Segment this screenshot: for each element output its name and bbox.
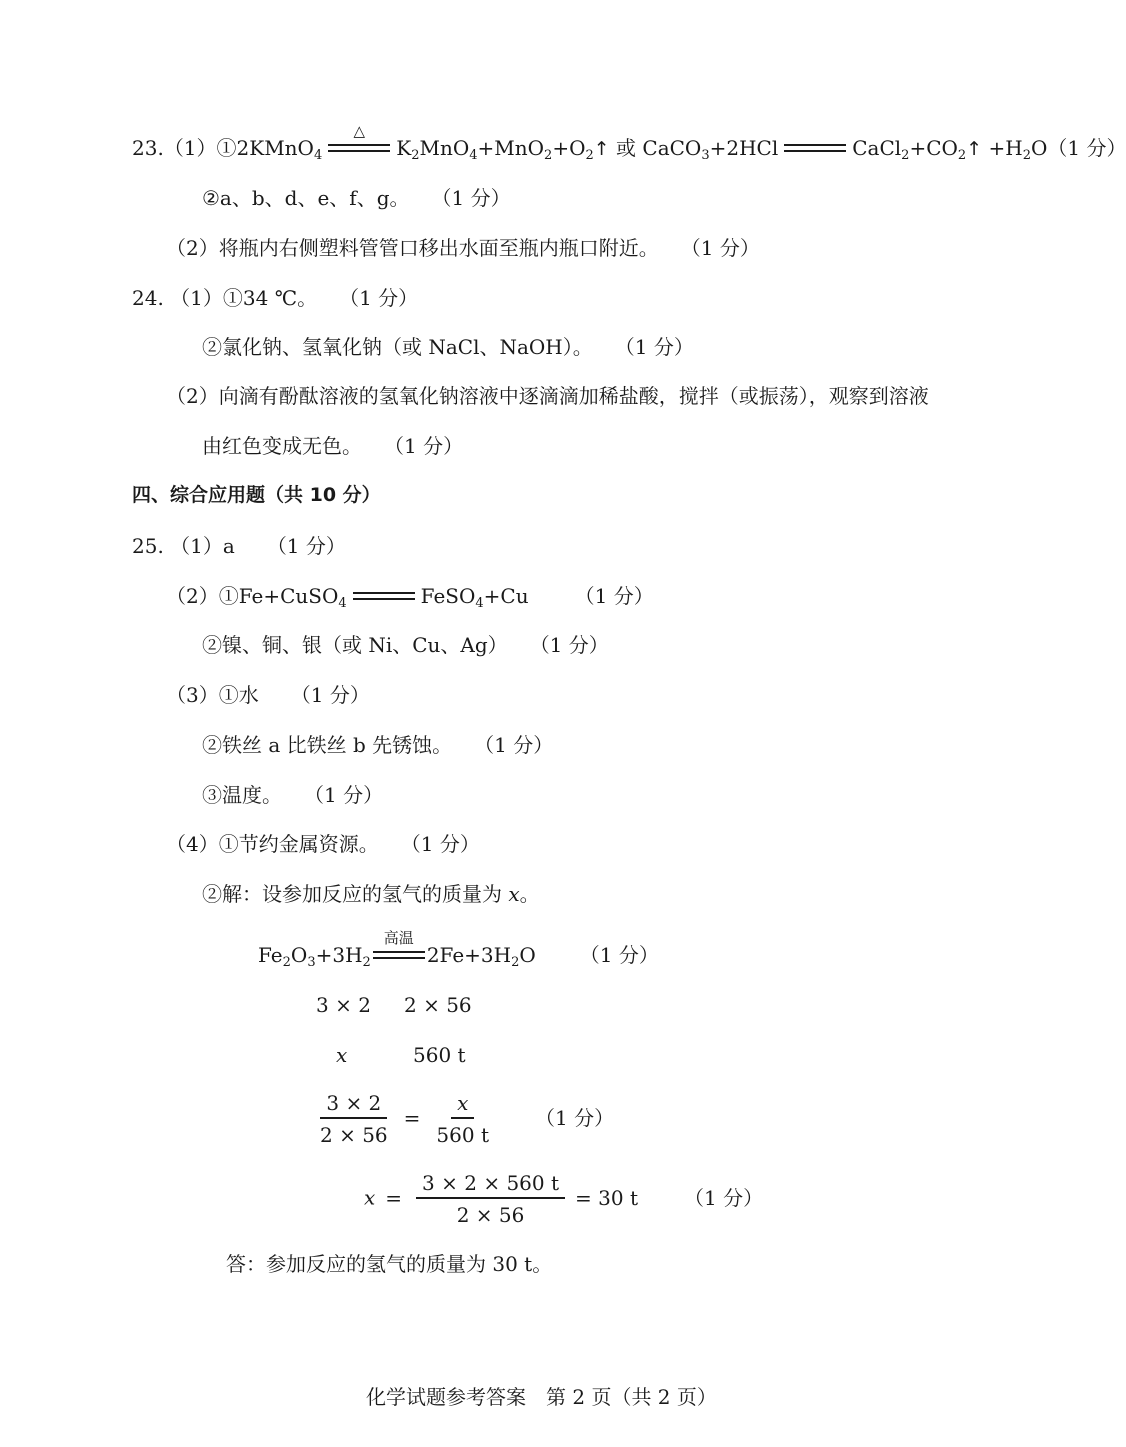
q24-line4: 由红色变成无色。 （1 分） [202, 434, 464, 458]
points: （1 分） [574, 584, 654, 608]
fraction-left: $\frac{3 \times 2}{2 \times 56}$ [320, 1091, 388, 1147]
q25-line3: ②镍、铜、银（或 Ni、Cu、Ag） （1 分） [202, 633, 609, 657]
q24-line3: （2）向滴有酚酞溶液的氢氧化钠溶液中逐滴滴加稀盐酸，搅拌（或振荡），观察到溶液 [166, 384, 929, 408]
points: （1 分） [624, 335, 694, 359]
q25-line6: ③温度。 （1 分） [202, 783, 384, 807]
q25-line2: （2）①Fe+CuSO$_4$ FeSO$_4$+Cu （1 分） [166, 584, 654, 611]
fraction-calc: $\frac{3 \times 2 \times 560 t}{2 \times 56}$ [416, 1173, 565, 1225]
points: （1 分） [349, 286, 419, 310]
q24-line2: ②氯化钠、氢氧化钠（或 NaCl、NaOH）。 （1 分） [202, 335, 694, 359]
points: （1 分） [535, 1105, 615, 1130]
heat-symbol: △ [353, 122, 366, 140]
q25-line7: （4）①节约金属资源。 （1 分） [166, 832, 480, 856]
points: （1 分） [539, 633, 609, 657]
q25-line5: ②铁丝 a 比铁丝 b 先锈蚀。 （1 分） [202, 733, 554, 757]
q23-number: 23. [132, 136, 164, 160]
reaction-equals-high-temp [373, 929, 425, 959]
points: （1 分） [690, 236, 760, 260]
q25-line8: ②解：设参加反应的氢气的质量为 x。 [202, 882, 540, 906]
q23-line1: 23.（1）①2KMnO$_4$ △ $K_2MnO_4+MnO_2+O_2↑$ 或 CaCO$_3$+2HCl $CaCl_2+CO_2↑ +H_2O(1$ 分） [132, 122, 1126, 163]
q25-line1: 25. （1）a （1 分） [132, 534, 346, 558]
points: （1 分） [484, 733, 554, 757]
fraction-right: $\frac{x}{560 t}$ [436, 1091, 489, 1147]
proportion: $\frac{3 \times 2}{2 \times 56}$ = $\frac{x}{560 t}$ （1 分） [310, 1093, 614, 1145]
high-temp-label: 高温 [383, 929, 414, 947]
gas-up-arrow-icon: ↑ [966, 138, 983, 160]
q23-line2: ②a、b、d、e、f、g。 （1 分） [202, 186, 511, 210]
points: （1 分） [314, 783, 384, 807]
points: （1 分） [266, 534, 346, 558]
calculation: x = $\frac{3 \times 2 \times 560 t}{2 \times 56}$ = 30 t （1 分） [364, 1171, 764, 1227]
reaction-equals-heat [328, 122, 390, 152]
points: （1 分） [290, 683, 370, 707]
points: （1 分） [394, 434, 464, 458]
ratio-right: 2 × 56 [404, 993, 472, 1017]
q23-line3: （2）将瓶内右侧塑料管管口移出水面至瓶内瓶口附近。 （1 分） [166, 236, 760, 260]
q25-line4: （3）①水 （1 分） [166, 683, 370, 707]
points: （1 分） [441, 186, 511, 210]
points: （1 分） [410, 832, 480, 856]
points: （1 分） [579, 943, 659, 967]
ratio-left: 3 × 2 [316, 993, 371, 1017]
section-heading: 四、综合应用题（共 10 分） [132, 484, 381, 506]
reaction-equals [784, 144, 846, 152]
answer-line: 答：参加反应的氢气的质量为 30 t。 [226, 1252, 553, 1276]
value-right: 560 t [413, 1043, 466, 1067]
value-left: x [336, 1043, 348, 1067]
reaction-equation: $Fe_2O_3+3H_2$ 高温 $2Fe+3H_2O$ （1 分） [258, 929, 659, 970]
page-footer: 化学试题参考答案 第 2 页（共 2 页） [366, 1385, 717, 1409]
gas-up-arrow-icon: ↑ [593, 138, 610, 160]
points: （1 分） [683, 1185, 764, 1210]
reaction-equals [353, 592, 415, 600]
q24-line1: 24. （1）①34 ℃。 （1 分） [132, 286, 419, 310]
